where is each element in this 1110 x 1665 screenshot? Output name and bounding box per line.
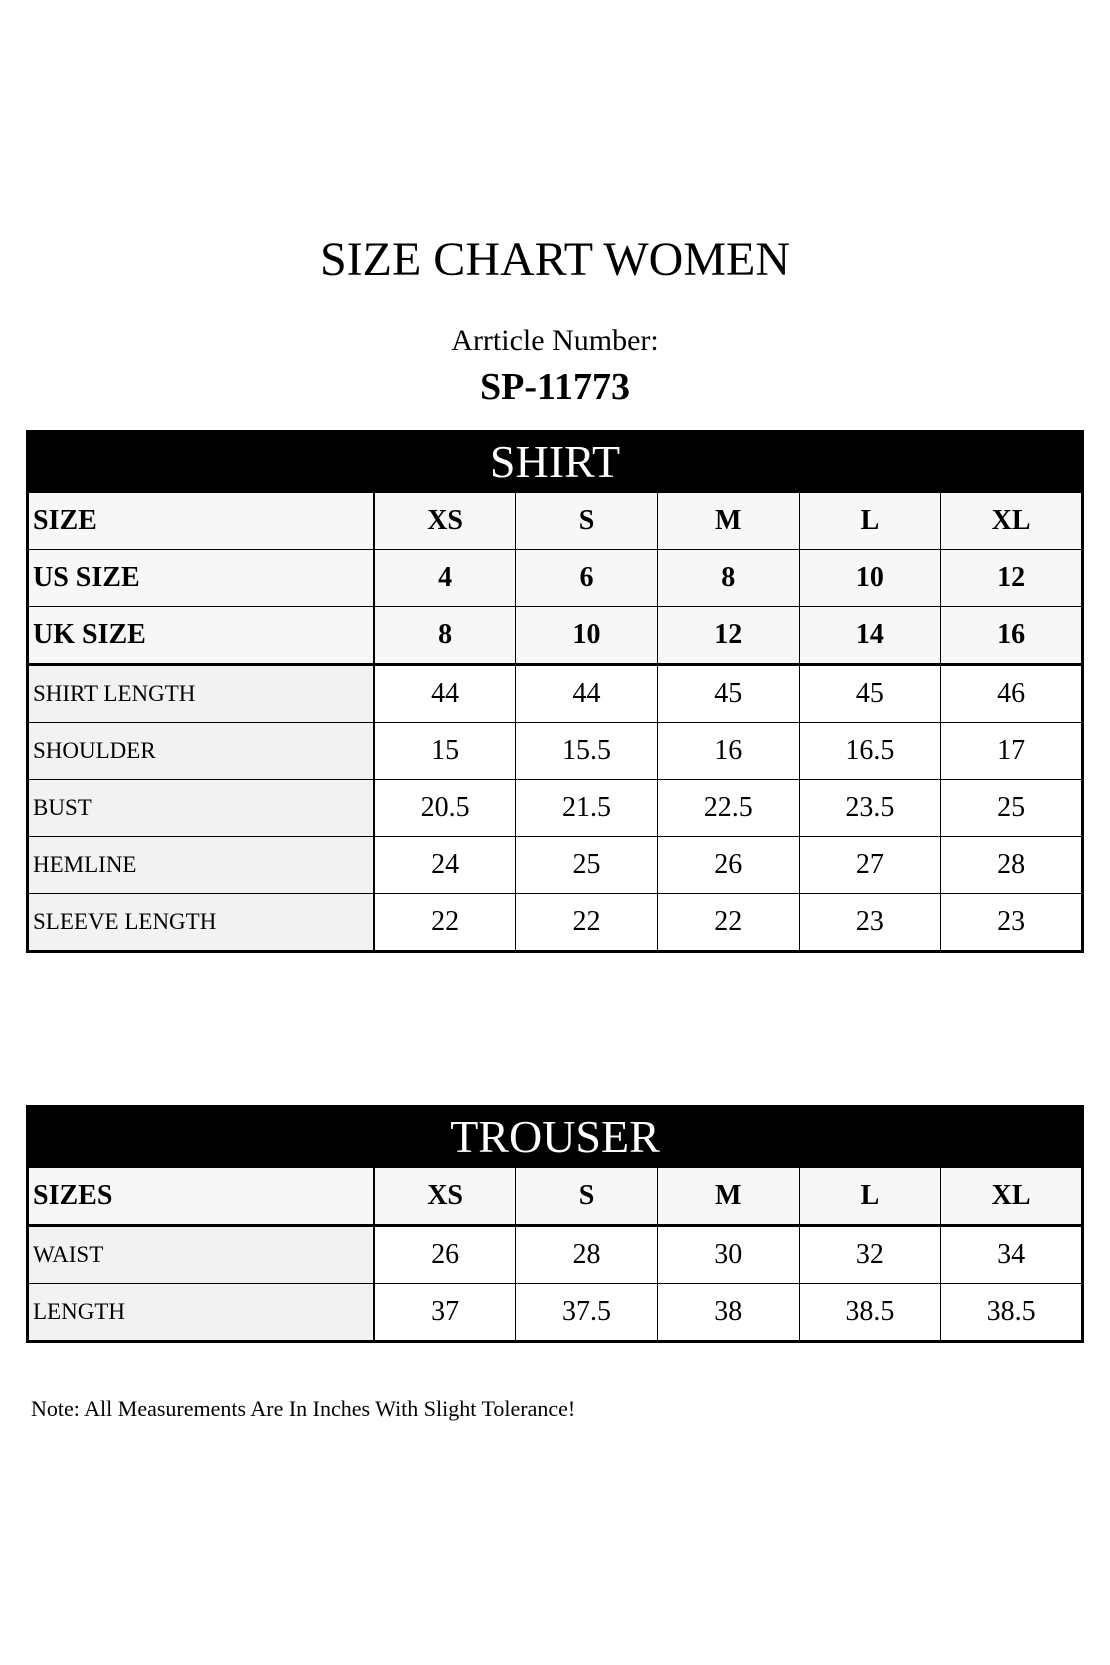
trouser-cell: M: [657, 1168, 799, 1226]
trouser-cell: 28: [516, 1226, 658, 1284]
shirt-cell: 27: [799, 837, 941, 894]
shirt-row-label: BUST: [28, 780, 375, 837]
shirt-cell: 45: [799, 665, 941, 723]
shirt-cell: 15: [374, 723, 516, 780]
shirt-table-row: [28, 837, 1083, 894]
trouser-cell: XL: [941, 1168, 1083, 1226]
trouser-size-table: [26, 1105, 1084, 1343]
trouser-cell: 38: [657, 1284, 799, 1342]
article-number-label: Arrticle Number:: [451, 324, 659, 357]
shirt-cell: 23.5: [799, 780, 941, 837]
trouser-row-label: LENGTH: [28, 1284, 375, 1342]
trouser-cell: 34: [941, 1226, 1083, 1284]
shirt-row-label: US SIZE: [28, 550, 375, 607]
shirt-table-header: SHIRT: [26, 430, 1084, 492]
shirt-cell: 15.5: [516, 723, 658, 780]
shirt-cell: XS: [374, 493, 516, 550]
shirt-table-row: [28, 723, 1083, 780]
shirt-cell: 12: [657, 607, 799, 665]
shirt-cell: L: [799, 493, 941, 550]
shirt-cell: 16.5: [799, 723, 941, 780]
measurement-note: Note: All Measurements Are In Inches With Slight Tolerance!: [31, 1396, 576, 1421]
shirt-cell: 44: [516, 665, 658, 723]
shirt-cell: 16: [657, 723, 799, 780]
trouser-cell: 37.5: [516, 1284, 658, 1342]
shirt-cell: 28: [941, 837, 1083, 894]
shirt-cell: 23: [799, 894, 941, 952]
trouser-cell: 30: [657, 1226, 799, 1284]
shirt-table-row: [28, 780, 1083, 837]
trouser-table: [26, 1167, 1084, 1343]
shirt-table-row: [28, 550, 1083, 607]
trouser-cell: L: [799, 1168, 941, 1226]
shirt-cell: 17: [941, 723, 1083, 780]
shirt-cell: 12: [941, 550, 1083, 607]
shirt-row-label: HEMLINE: [28, 837, 375, 894]
shirt-cell: 26: [657, 837, 799, 894]
shirt-table: [26, 492, 1084, 953]
page-title: SIZE CHART WOMEN: [319, 233, 790, 286]
shirt-size-table: [26, 430, 1084, 953]
shirt-cell: 45: [657, 665, 799, 723]
shirt-cell: 22: [657, 894, 799, 952]
article-number-value: SP-11773: [480, 366, 630, 408]
shirt-row-label: SLEEVE LENGTH: [28, 894, 375, 952]
shirt-table-row: [28, 607, 1083, 665]
trouser-table-row: [28, 1284, 1083, 1342]
shirt-cell: 10: [799, 550, 941, 607]
shirt-table-row: [28, 493, 1083, 550]
trouser-table-row: [28, 1226, 1083, 1284]
shirt-cell: 16: [941, 607, 1083, 665]
shirt-cell: 8: [374, 607, 516, 665]
shirt-cell: 24: [374, 837, 516, 894]
trouser-cell: 38.5: [799, 1284, 941, 1342]
shirt-cell: XL: [941, 493, 1083, 550]
shirt-cell: 25: [516, 837, 658, 894]
shirt-cell: 10: [516, 607, 658, 665]
shirt-table-row: [28, 894, 1083, 952]
shirt-row-label: SHOULDER: [28, 723, 375, 780]
shirt-cell: 8: [657, 550, 799, 607]
shirt-row-label: SHIRT LENGTH: [28, 665, 375, 723]
shirt-cell: S: [516, 493, 658, 550]
shirt-cell: 22.5: [657, 780, 799, 837]
shirt-cell: 14: [799, 607, 941, 665]
trouser-cell: 32: [799, 1226, 941, 1284]
shirt-cell: M: [657, 493, 799, 550]
shirt-row-label: SIZE: [28, 493, 375, 550]
trouser-cell: 38.5: [941, 1284, 1083, 1342]
shirt-cell: 23: [941, 894, 1083, 952]
shirt-row-label: UK SIZE: [28, 607, 375, 665]
shirt-cell: 4: [374, 550, 516, 607]
shirt-cell: 22: [374, 894, 516, 952]
trouser-table-header: TROUSER: [26, 1105, 1084, 1167]
shirt-cell: 22: [516, 894, 658, 952]
trouser-cell: S: [516, 1168, 658, 1226]
trouser-cell: 26: [374, 1226, 516, 1284]
shirt-cell: 46: [941, 665, 1083, 723]
trouser-cell: XS: [374, 1168, 516, 1226]
trouser-row-label: SIZES: [28, 1168, 375, 1226]
trouser-table-row: [28, 1168, 1083, 1226]
trouser-row-label: WAIST: [28, 1226, 375, 1284]
shirt-cell: 21.5: [516, 780, 658, 837]
shirt-cell: 20.5: [374, 780, 516, 837]
shirt-cell: 25: [941, 780, 1083, 837]
shirt-cell: 44: [374, 665, 516, 723]
shirt-table-row: [28, 665, 1083, 723]
shirt-cell: 6: [516, 550, 658, 607]
trouser-cell: 37: [374, 1284, 516, 1342]
